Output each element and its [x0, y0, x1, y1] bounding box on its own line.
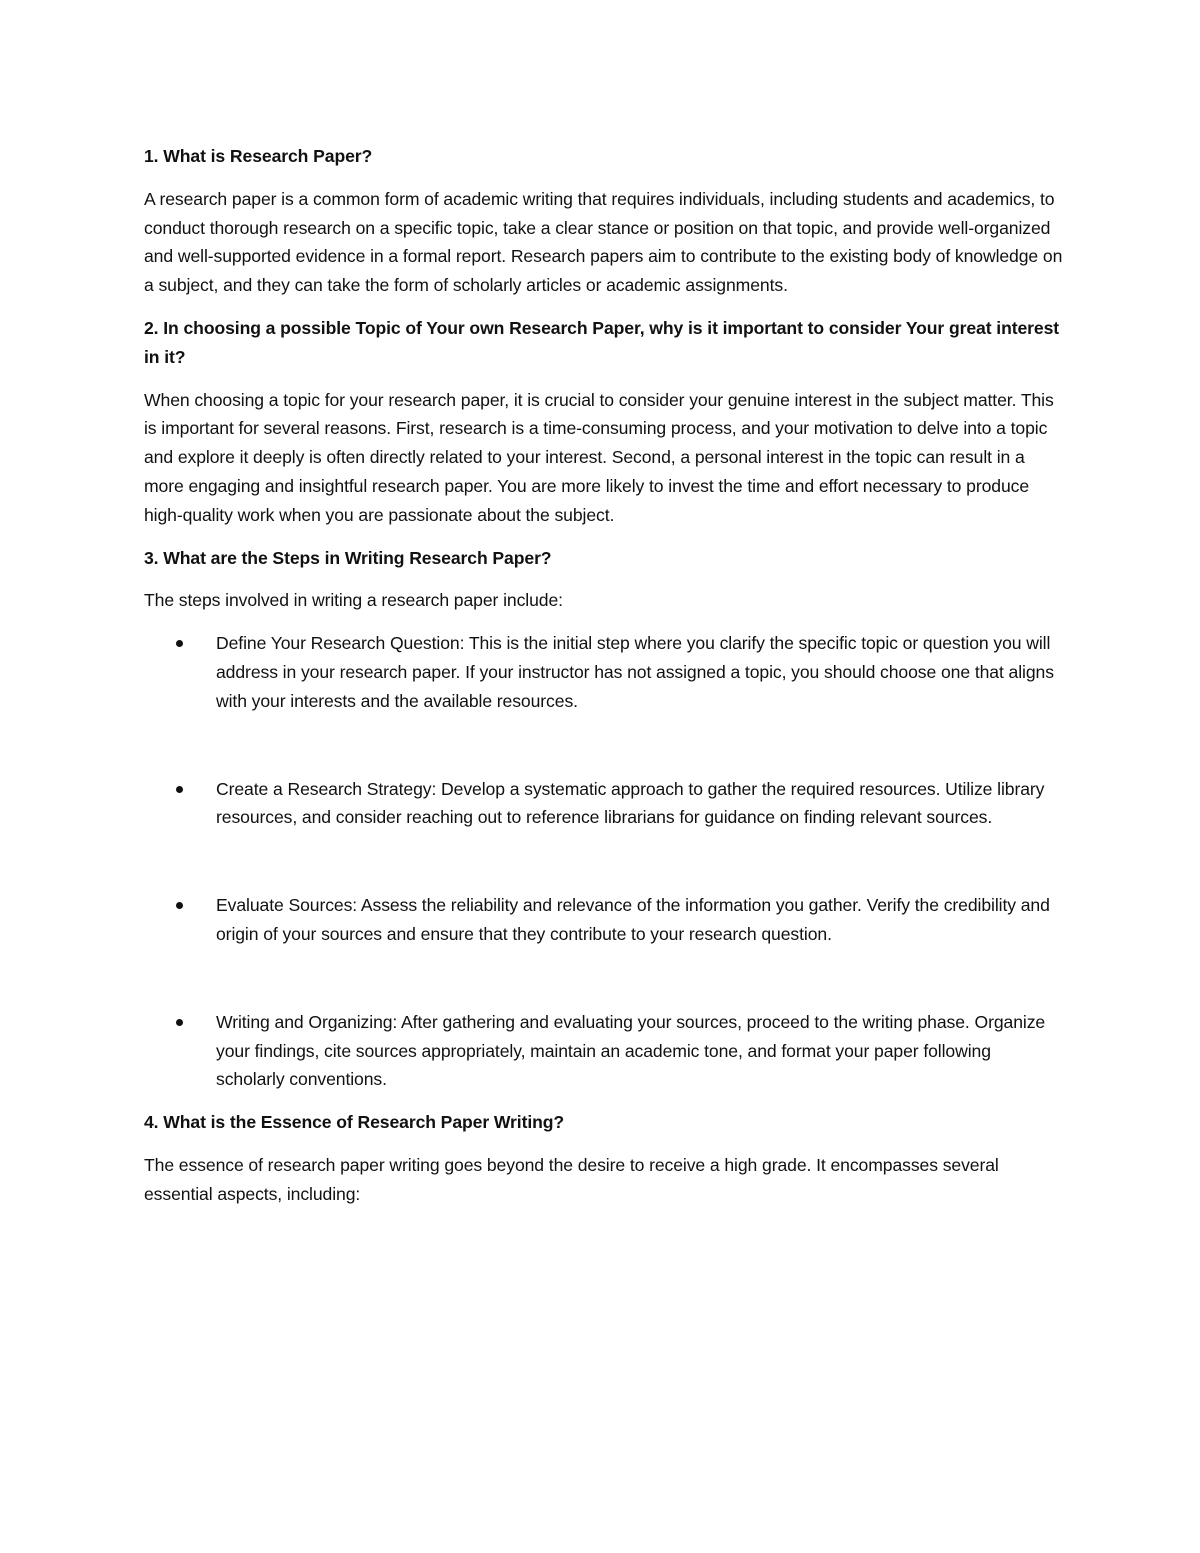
section-3-heading: 3. What are the Steps in Writing Research Paper?: [144, 547, 552, 568]
bullet-icon: [176, 1019, 183, 1026]
section-4-paragraph: The essence of research paper writing goes beyond the desire to receive a high grade. It encompasses several essential aspects, including:: [144, 1154, 999, 1204]
section-1-paragraph: A research paper is a common form of academic writing that requires individuals, including students and academics, to conduct thorough research on a specific topic, take a clear stance or position on that topic, and provide well-organized and well-supported evidence in a formal report. Research papers aim to contribute to the existing body of knowledge on a subject, and they can take the form of scholarly articles or academic assignments.: [144, 188, 1063, 296]
list-item: [144, 891, 1064, 949]
section-1-heading: 1. What is Research Paper?: [144, 146, 373, 166]
steps-list: [144, 629, 1064, 1094]
section-3-paragraph: The steps involved in writing a research paper include:: [144, 590, 563, 611]
document-body: [144, 142, 1064, 1223]
list-item: [144, 775, 1064, 833]
list-item: [144, 1008, 1064, 1094]
section-2-heading: 2. In choosing a possible Topic of Your own Research Paper, why is it important to consider Your great interest in it?: [144, 317, 1060, 367]
list-item-text: Define Your Research Question: This is the initial step where you clarify the specific topic or question you will address in your research paper. If your instructor has not assigned a topic, you should choose one that aligns with your interests and the available resources.: [216, 633, 1054, 711]
bullet-icon: [176, 902, 183, 909]
bullet-icon: [176, 640, 183, 647]
list-item: [144, 629, 1064, 715]
bullet-icon: [176, 786, 183, 793]
section-2-paragraph: When choosing a topic for your research paper, it is crucial to consider your genuine interest in the subject matter. This is important for several reasons. First, research is a time-consuming process, and your motivation to delve into a topic and explore it deeply is often directly related to your interest. Second, a personal interest in the topic can result in a more engaging and insightful research paper. You are more likely to invest the time and effort necessary to produce high-quality work when you are passionate about the subject.: [144, 389, 1054, 525]
section-4-heading: 4. What is the Essence of Research Paper Writing?: [144, 1112, 565, 1133]
list-item-text: Evaluate Sources: Assess the reliability and relevance of the information you gather. Verify the credibility and origin of your sources and ensure that they contribute to your research question.: [216, 895, 1050, 944]
list-item-text: Writing and Organizing: After gathering and evaluating your sources, proceed to the writing phase. Organize your findings, cite sources appropriately, maintain an academic tone, and format your paper following scholarly conventions.: [216, 1011, 1046, 1090]
list-item-text: Create a Research Strategy: Develop a systematic approach to gather the required resources. Utilize library resources, and consider reaching out to reference librarians for guidance on finding relevant sources.: [216, 778, 1045, 828]
